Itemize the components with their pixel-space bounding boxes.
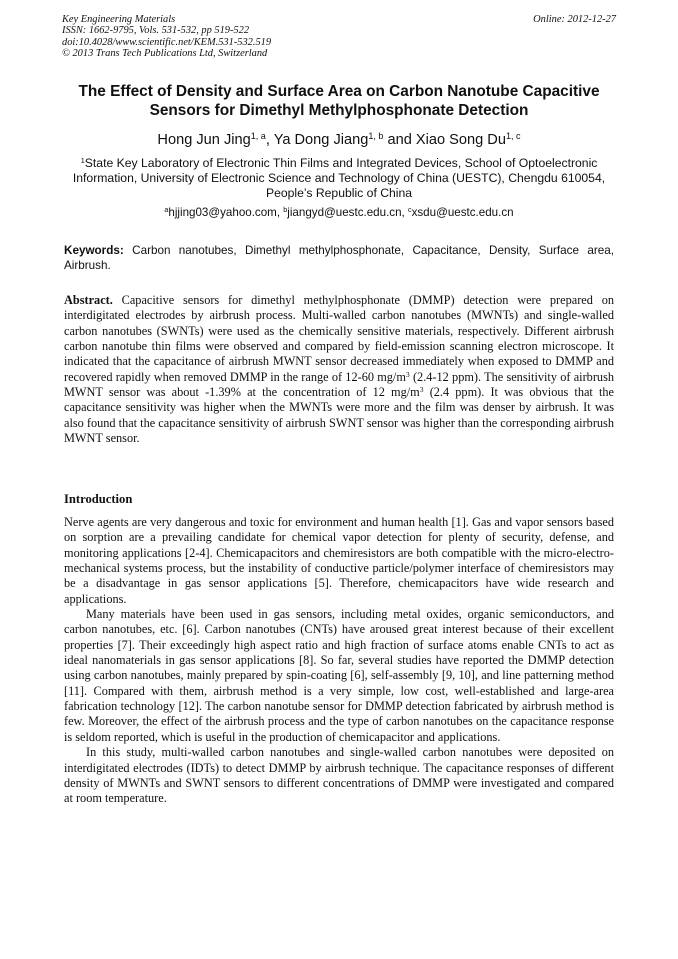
title-line-2: Sensors for Dimethyl Methylphosphonate Detection bbox=[149, 102, 529, 119]
author-emails bbox=[50, 205, 628, 220]
abstract-text: (2.4 ppm). It was obvious that the capacitance sensitivity was higher when the MWNTs were more and the film was denser by airbrush. It was also found that the capacitance sensitivity of airbrush SWNT sensor was higher than the corresponding airbrush MWNT sensor. bbox=[64, 385, 614, 446]
affiliation-line-1: $^1$State Key Laboratory of Electronic Thin Films and Integrated Devices, School of Optoelectronic bbox=[80, 155, 598, 170]
author-name: Xiao Song Du bbox=[415, 132, 506, 148]
author-name: Hong Jun Jing bbox=[157, 132, 251, 148]
author-separator: and bbox=[383, 132, 416, 148]
paragraph: In this study, multi-walled carbon nanotubes and single-walled carbon nanotubes were deposited on interdigitated electrodes (IDTs) to detect DMMP by airbrush technique. The capacitance responses of different density of MWNTs and SWNT sensors to different concentrations of DMMP were investigated and compared at room temperature. bbox=[64, 745, 614, 806]
introduction-body bbox=[64, 515, 614, 807]
superscript: 3 bbox=[419, 384, 424, 394]
journal-doi: doi:10.4028/www.scientific.net/KEM.531-532.519 bbox=[62, 36, 272, 48]
email-address: hjjing03@yahoo.com, bbox=[168, 206, 284, 219]
affiliation-mark: 1 bbox=[80, 155, 85, 165]
email-mark: c bbox=[407, 205, 412, 215]
author-name: Ya Dong Jiang bbox=[273, 132, 369, 148]
author-separator: , bbox=[265, 132, 274, 148]
affiliation-line-3: People’s Republic of China bbox=[265, 186, 413, 201]
paper-title bbox=[40, 82, 638, 120]
journal-header bbox=[62, 14, 616, 60]
keywords-text: Carbon nanotubes, Dimethyl methylphosphonate, Capacitance, Density, Surface area, Airbrush. bbox=[64, 244, 614, 273]
section-heading-introduction: Introduction bbox=[64, 492, 133, 506]
paragraph: Nerve agents are very dangerous and toxic for environment and human health [1]. Gas and vapor sensors based on sorption are a prevailing candidate for chemical vapor detection for plenty of security, defense, and monitoring applications [2-4]. Chemicapacitors and chemiresistors are both compatible with the micro-electro-mechanical systems process, but the instability of conductive particle/polymer interface of chemiresistors may be a disadvantage in gas sensor applications [5]. Therefore, chemicapacitors have wide research and applications. bbox=[64, 515, 614, 606]
email-address: jiangyd@uestc.edu.cn, bbox=[287, 206, 408, 219]
paragraph: Many materials have been used in gas sensors, including metal oxides, organic semiconductors, and carbon nanotubes, etc. [6]. Carbon nanotubes (CNTs) have aroused great interest because of their excellent properties [7]. Their exceedingly high aspect ratio and high fraction of surface atoms enable CNTs to act as ideal nanomaterials in gas sensor applications [8]. So far, several studies have reported the DMMP detection using carbon nanotubes, mainly prepared by spin-coating [6], self-assembly [9, 10], and line patterning method [11]. Compared with them, airbrush method is a very simple, low cost, well-established and large-area fabrication technology [12]. The carbon nanotube sensor for DMMP detection fabricated by airbrush method is few. Moreover, the effect of the airbrush process and the type of carbon nanotubes on the capacitance response is seldom reported, which is useful in the production of chemicapacitor and applications. bbox=[64, 607, 614, 744]
author-affiliation-mark: 1, c bbox=[505, 131, 521, 142]
journal-name: Key Engineering Materials bbox=[62, 14, 176, 25]
abstract bbox=[64, 293, 614, 446]
author-affiliation-mark: 1, b bbox=[368, 131, 384, 142]
abstract-text: (2.4-12 ppm). The sensitivity of airbrush MWNT sensor was about -1.39% at the concentration of 12 mg/m bbox=[64, 369, 614, 400]
keywords-label: Keywords: bbox=[64, 244, 124, 257]
title-line-1: The Effect of Density and Surface Area on Carbon Nanotube Capacitive bbox=[78, 83, 600, 100]
email-address: xsdu@uestc.edu.cn bbox=[411, 206, 514, 219]
affiliation bbox=[50, 156, 628, 202]
keywords bbox=[64, 243, 614, 273]
author-list bbox=[40, 131, 638, 149]
email-mark: a bbox=[164, 205, 169, 215]
journal-copyright: © 2013 Trans Tech Publications Ltd, Switzerland bbox=[62, 48, 268, 60]
superscript: 3 bbox=[405, 369, 410, 379]
abstract-text: Capacitive sensors for dimethyl methylphosphonate (DMMP) detection were prepared on interdigitated electrodes by airbrush process. Multi-walled carbon nanotubes (MWNTs) and single-walled carbon nanotubes (SWNTs) were used as the chemically sensitive materials, respectively. Different airbrush carbon nanotube thin films were observed and compared by field-emission scanning electron microscope. It indicated that the capacitance of airbrush MWNT sensor decreased immediately when exposed to DMMP and recovered rapidly when removed DMMP in the range of 12-60 mg/m bbox=[64, 293, 614, 384]
email-mark: b bbox=[283, 205, 288, 215]
affiliation-line-2: Information, University of Electronic Science and Technology of China (UESTC), Chengdu 610054, bbox=[72, 171, 606, 186]
author-affiliation-mark: 1, a bbox=[250, 131, 266, 142]
abstract-label: Abstract. bbox=[64, 293, 113, 307]
online-date: Online: 2012-12-27 bbox=[533, 14, 616, 25]
journal-issn: ISSN: 1662-9795, Vols. 531-532, pp 519-522 bbox=[62, 25, 250, 37]
